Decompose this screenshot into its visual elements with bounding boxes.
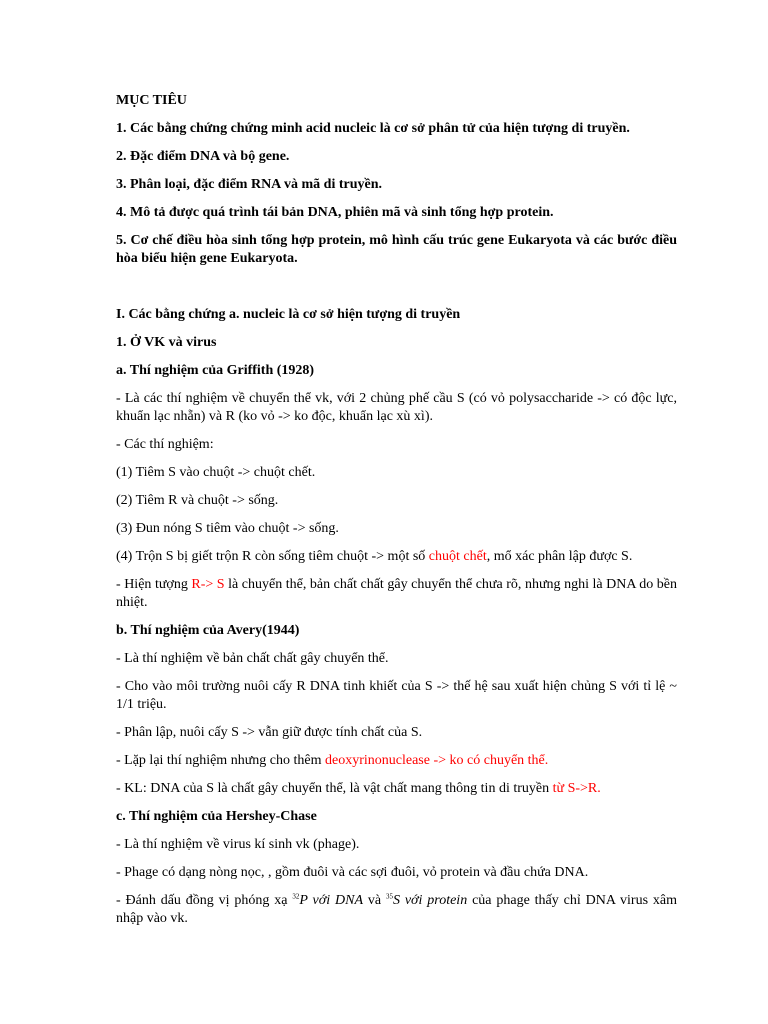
superscript: 35: [385, 892, 393, 901]
objective-item: 4. Mô tả được quá trình tái bản DNA, phiên mã và sinh tổng hợp protein.: [116, 205, 554, 220]
text-run: - Hiện tượng: [116, 577, 192, 592]
avery-title: b. Thí nghiệm của Avery(1944): [116, 623, 300, 638]
text-run: , mổ xác phân lập được S.: [486, 549, 633, 564]
text-run: và: [363, 893, 386, 908]
griffith-title: a. Thí nghiệm của Griffith (1928): [116, 363, 315, 378]
highlight-text: chuột chết: [428, 549, 487, 564]
document-body: [116, 92, 677, 928]
text-run: - Lặp lại thí nghiệm nhưng cho thêm: [116, 753, 325, 768]
text-run: là chuyển thể, bản chất chất gây chuyển thể chưa rõ, nhưng nghi là DNA do bền nhiệt.: [116, 577, 678, 610]
hershey-paragraph: - Phage có dạng nòng nọc, , gồm đuôi và các sợi đuôi, vỏ protein và đầu chứa DNA.: [116, 865, 589, 880]
griffith-exp-3: (3) Đun nóng S tiêm vào chuột -> sống.: [116, 521, 339, 536]
highlight-text: deoxyrinonuclease -> ko có chuyển thể.: [325, 753, 549, 768]
griffith-exp-2: (2) Tiêm R và chuột -> sống.: [116, 493, 279, 508]
avery-conclusion: [116, 780, 677, 798]
griffith-intro: - Là các thí nghiệm về chuyển thể vk, với 2 chủng phế cầu S (có vỏ polysaccharide -> có độc lực, khuẩn lạc nhẵn) và R (ko vỏ -> ko độc, khuẩn lạc xù xì).: [116, 391, 677, 424]
superscript: 32: [292, 892, 300, 901]
section-title: I. Các bằng chứng a. nucleic là cơ sở hiện tượng di truyền: [116, 307, 461, 322]
avery-paragraph: - Phân lập, nuôi cấy S -> vẫn giữ được tính chất của S.: [116, 725, 423, 740]
text-run: của phage thấy chỉ DNA virus xâm nhập vào vk.: [116, 893, 678, 926]
hershey-title: c. Thí nghiệm của Hershey-Chase: [116, 809, 317, 824]
objective-item: 2. Đặc điểm DNA và bộ gene.: [116, 149, 290, 164]
objectives-heading: MỤC TIÊU: [116, 93, 187, 108]
avery-paragraph: [116, 752, 677, 770]
griffith-exp-label: - Các thí nghiệm:: [116, 437, 214, 452]
text-run: - KL: DNA của S là chất gây chuyển thể, là vật chất mang thông tin di truyền: [116, 781, 553, 796]
highlight-text: R-> S: [191, 577, 225, 592]
text-run: - Đánh dấu đồng vị phóng xạ: [116, 893, 293, 908]
text-run: (4) Trộn S bị giết trộn R còn sống tiêm chuột -> một số: [116, 549, 429, 564]
subsection-title: 1. Ở VK và virus: [116, 335, 217, 350]
avery-paragraph: - Là thí nghiệm về bản chất chất gây chuyển thể.: [116, 651, 389, 666]
objective-item: 3. Phân loại, đặc điểm RNA và mã di truyền.: [116, 177, 383, 192]
avery-paragraph: - Cho vào môi trường nuôi cấy R DNA tinh khiết của S -> thế hệ sau xuất hiện chủng S với tỉ lệ ~ 1/1 triệu.: [116, 679, 677, 712]
highlight-text: từ S->R.: [552, 781, 601, 796]
hershey-paragraph: [116, 892, 677, 928]
italic-text: S với protein: [392, 893, 468, 908]
hershey-paragraph: - Là thí nghiệm về virus kí sinh vk (phage).: [116, 837, 360, 852]
italic-text: P với DNA: [299, 893, 364, 908]
griffith-phenomenon: [116, 576, 677, 612]
griffith-exp-4: [116, 548, 677, 566]
objective-item: 5. Cơ chế điều hòa sinh tổng hợp protein, mô hình cấu trúc gene Eukaryota và các bước điều hòa biểu hiện gene Eukaryota.: [116, 233, 677, 266]
objective-item: 1. Các bằng chứng chứng minh acid nucleic là cơ sở phân tử của hiện tượng di truyền.: [116, 121, 630, 136]
griffith-exp-1: (1) Tiêm S vào chuột -> chuột chết.: [116, 465, 316, 480]
